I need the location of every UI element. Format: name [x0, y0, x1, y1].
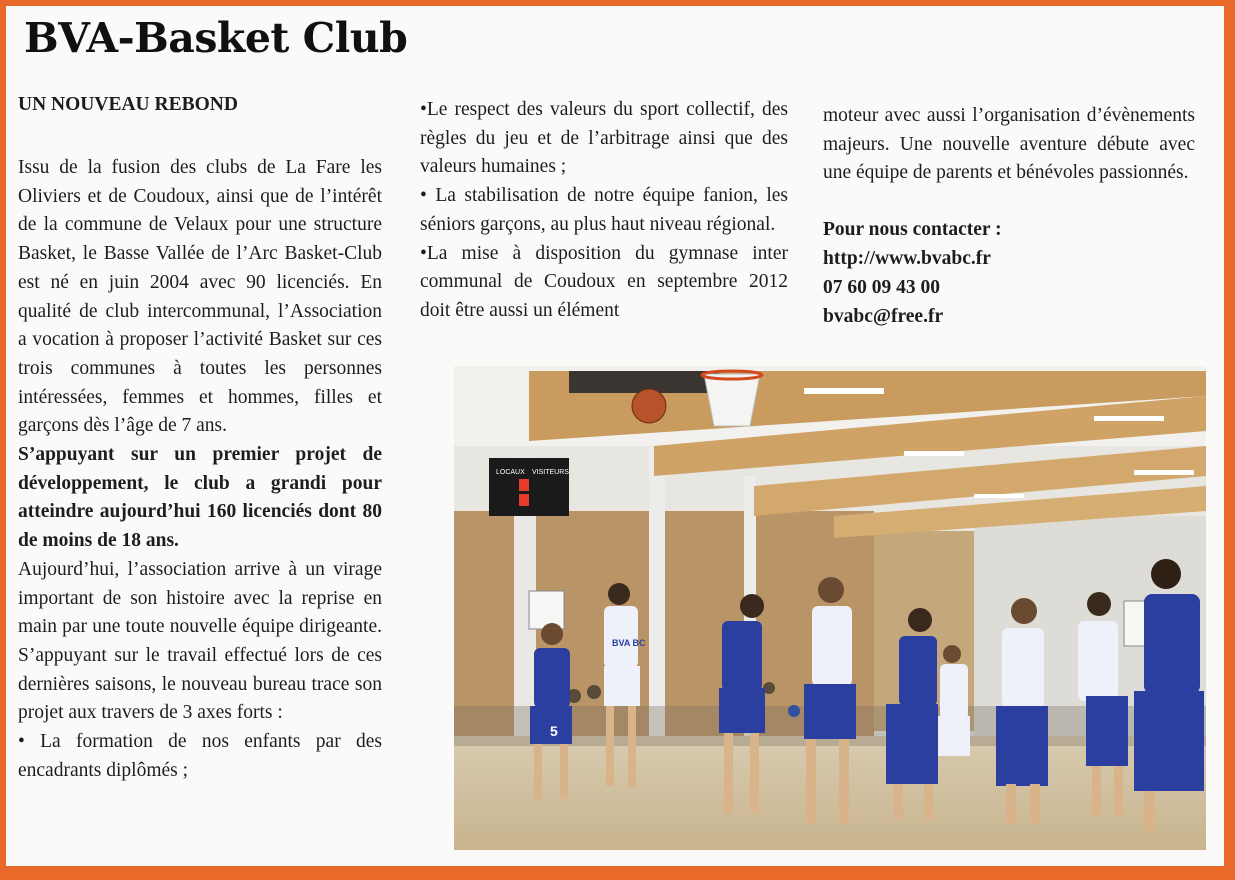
scoreboard-away-label: VISITEURS — [532, 469, 569, 476]
phone-number: 07 60 09 43 00 — [823, 277, 940, 299]
basketball — [632, 389, 666, 423]
paragraph: Aujourd’hui, l’association arrive à un virage important de son histoire avec la reprise en main par une toute nouvelle équipe dirigeante. S’appuyant sur le travail effectué lors de ces dernières saisons, le nouveau bureau trace son projet aux travers de 3 axes forts : — [18, 558, 382, 724]
bullet-item: • La stabilisation de notre équipe fanion, les séniors garçons, au plus haut niveau régional. — [420, 185, 788, 235]
scoreboard — [489, 458, 569, 516]
bullet-item: • La formation de nos enfants par des encadrants diplômés ; — [18, 731, 382, 781]
contact-block — [823, 215, 1195, 331]
jersey-number: 5 — [550, 723, 558, 739]
paragraph: Issu de la fusion des clubs de La Fare les Oliviers et de Coudoux, ainsi que de l’intérêt de la commune de Velaux pour une structure Basket, le Basse Vallée de l’Arc Basket-Club est né en juin 2004 avec 90 licenciés. En qualité de club intercommunal, l’Association a vocation à proposer l’activité Basket sur ces trois communes à toutes les personnes intéressées, femmes et hommes, filles et garçons dès l’âge de 7 ans. — [18, 157, 382, 437]
player — [1134, 559, 1204, 831]
magazine-page — [6, 6, 1224, 866]
jersey-text: BVA BC — [612, 638, 646, 648]
email-link[interactable]: bvabc@free.fr — [823, 306, 944, 328]
article-title: BVA-Basket Club — [24, 14, 408, 62]
scoreboard-home-label: LOCAUX — [496, 469, 525, 476]
text-column-2 — [420, 96, 788, 326]
bullet-item: •Le respect des valeurs du sport collectif, des règles du jeu et de l’arbitrage ainsi que des valeurs humaines ; — [420, 99, 788, 178]
bullet-item: •La mise à disposition du gymnase inter communal de Coudoux en septembre 2012 doit être aussi un élément — [420, 242, 788, 321]
section-heading: UN NOUVEAU REBOND — [18, 94, 238, 115]
website-link[interactable]: http://www.bvabc.fr — [823, 248, 991, 270]
paragraph: moteur avec aussi l’organisation d’évènements majeurs. Une nouvelle aventure débute avec une équipe de parents et bénévoles passionnés. — [823, 105, 1195, 184]
text-column-3 — [823, 102, 1195, 331]
text-column-1 — [18, 154, 382, 785]
contact-heading: Pour nous contacter : — [823, 219, 1002, 241]
bold-paragraph: S’appuyant sur un premier projet de développement, le club a grandi pour atteindre aujourd’hui 160 licenciés dont 80 de moins de 18 ans. — [18, 444, 382, 552]
gym-photo — [454, 366, 1206, 850]
